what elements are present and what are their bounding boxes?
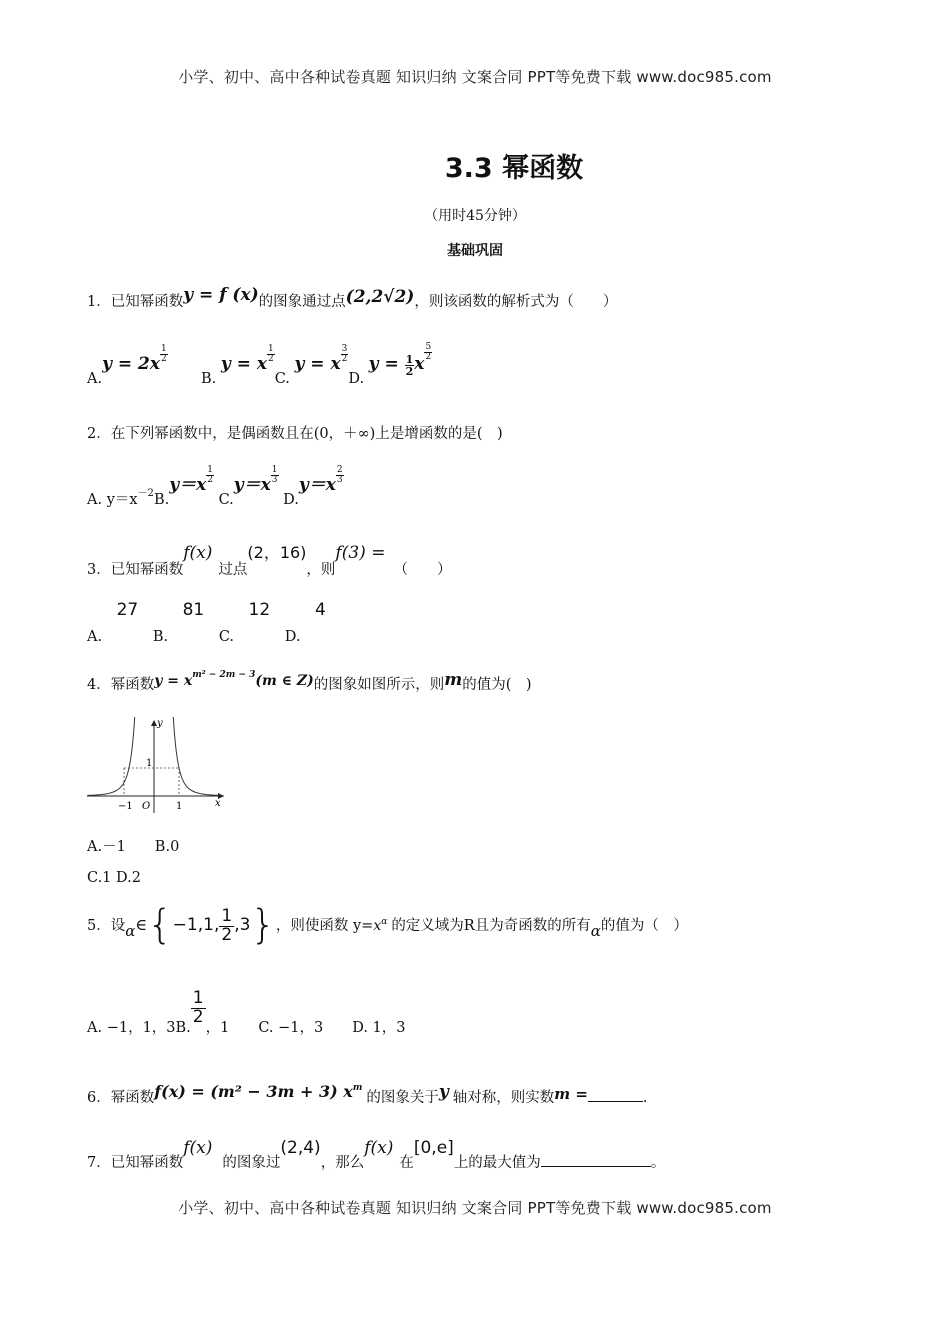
q7-stem: 7．已知幂函数 — [87, 1155, 184, 1171]
q7-stem-tail: 上的最大值为 — [453, 1155, 541, 1171]
q4-options-row2: C.1 D.2 — [87, 870, 141, 886]
q5-base: x — [373, 918, 382, 934]
q3-function: f(x) — [183, 543, 213, 563]
q5-right-brace: } — [250, 902, 276, 948]
q3-options — [87, 600, 336, 645]
time-limit: （用时45分钟） — [424, 208, 526, 224]
q4-exponent: m² − 2m − 3 — [192, 670, 256, 680]
q1-option-b-exponent: $\frac{1}{2}$ — [267, 344, 274, 364]
q1-stem: 1．已知幂函数 — [87, 294, 184, 310]
q5-stem-mid: ，则使函数 y= — [275, 918, 374, 934]
q2-option-d: y＝x — [298, 475, 336, 495]
q5-exponent: α — [381, 917, 388, 927]
question-6 — [87, 1082, 648, 1107]
q7-interval: [0,e] — [413, 1138, 454, 1158]
q7-point: (2,4) — [280, 1138, 321, 1158]
q1-function: y = f (x) — [183, 285, 259, 305]
question-5 — [87, 902, 688, 948]
question-4 — [87, 670, 532, 694]
q5-set-end: ,3 — [234, 915, 251, 935]
q3-option-d-label: D. — [284, 629, 301, 645]
graph-tick-1: 1 — [176, 801, 183, 812]
q5-option-b-fraction: $\frac{1}{2}$ — [192, 988, 204, 1027]
q1-option-a: y = 2x — [102, 354, 161, 374]
q5-set-start: −1,1, — [172, 915, 220, 935]
q5-left-brace: { — [147, 902, 173, 948]
q5-stem-end: 的值为（ ） — [600, 918, 688, 934]
q1-option-a-label: A. — [87, 371, 103, 387]
q1-option-c: y = x — [294, 354, 341, 374]
q1-option-b-label: B. — [200, 371, 217, 387]
q4-condition: (m ∈ Z) — [255, 673, 314, 689]
q7-function-2: f(x) — [364, 1138, 394, 1158]
page-title: 3.3 幂函数 — [444, 153, 584, 184]
q3-stem-sep: ，则 — [306, 562, 336, 578]
q2-option-b-exponent: $\frac{1}{2}$ — [207, 465, 213, 485]
q7-answer-blank[interactable] — [541, 1165, 651, 1167]
q6-function: f(x) = (m² − 3m + 3) x — [154, 1082, 353, 1101]
q5-options-a: A. −1，1，3B. — [87, 1019, 191, 1036]
q1-option-d: y = — [368, 354, 405, 374]
q7-stem-at: 在 — [399, 1155, 414, 1171]
q4-stem-end: 的值为( ) — [462, 677, 532, 693]
graph-origin-label: O — [142, 801, 151, 812]
q3-option-a: 27 — [116, 600, 139, 620]
q1-option-d-label: D. — [348, 371, 365, 387]
question-7 — [87, 1138, 665, 1172]
q5-options-rest: ，1 C. −1，3 D. 1，3 — [205, 1019, 406, 1036]
q6-stem-mid: 的图象关于 — [366, 1090, 439, 1106]
question-1 — [87, 285, 617, 311]
q1-option-b: y = x — [220, 354, 267, 374]
graph-curve-left — [88, 717, 139, 795]
q2-option-b: y＝x — [169, 475, 207, 495]
q4-stem: 4．幂函数 — [87, 677, 155, 693]
q7-function: f(x) — [183, 1138, 213, 1158]
q5-alpha: α — [125, 922, 136, 940]
q3-option-d: 4 — [315, 600, 326, 620]
q2-option-c: y＝x — [233, 475, 271, 495]
q3-option-b-label: B. — [152, 629, 169, 645]
q6-end: . — [642, 1090, 648, 1106]
q3-stem-mid: 过点 — [218, 562, 248, 578]
q5-options — [87, 990, 406, 1037]
q2-option-b-label: B. — [153, 492, 170, 508]
q5-alpha-2: α — [590, 922, 601, 940]
graph-curve-right — [170, 717, 221, 795]
q5-set-fraction: $\frac{1}{2}$ — [221, 905, 233, 945]
page-footer: 小学、初中、高中各种试卷真题 知识归纳 文案合同 PPT等免费下载 www.doc985.com — [178, 1199, 772, 1217]
q3-option-a-label: A. — [87, 629, 103, 645]
q2-options — [87, 466, 344, 509]
q4-options-row1: A.－1 B.0 — [87, 839, 180, 855]
q3-option-c-label: C. — [218, 629, 235, 645]
q4-stem-tail: 的图象如图所示，则 — [313, 677, 445, 693]
q6-stem: 6．幂函数 — [87, 1090, 155, 1106]
q7-stem-mid: 的图象过 — [222, 1155, 281, 1171]
q2-option-a-exponent: －2 — [137, 488, 154, 499]
q2-option-d-label: D. — [283, 492, 299, 508]
q3-question: f(3) = — [335, 543, 386, 563]
q2-option-d-exponent: $\frac{2}{3}$ — [336, 465, 343, 485]
q1-options: A.y = 2x $\frac{1}{2}$ B. y = x $\frac{1}{2}$ C. y = x $\frac{3}{2}$ D. y = $\frac{1}{2}$ x $\frac{5}{2}$ — [87, 342, 432, 387]
graph-y-label: y — [157, 718, 163, 729]
q5-stem-tail: 的定义域为R且为奇函数的所有 — [391, 918, 591, 934]
question-3 — [87, 540, 451, 579]
q6-axis: y — [438, 1082, 449, 1102]
q7-end: 。 — [650, 1155, 666, 1171]
q2-option-c-label: C. — [218, 492, 234, 508]
q6-variable: m = — [554, 1085, 588, 1103]
q3-point: (2，16) — [247, 543, 307, 562]
q4-function: y = x — [154, 673, 193, 689]
q3-paren: （ ） — [393, 562, 452, 578]
q2-option-a: A. y＝x — [87, 492, 138, 508]
q1-option-d-coefficient: $\frac{1}{2}$ — [405, 352, 414, 378]
q6-exponent: m — [352, 1083, 363, 1093]
graph-tick-neg1: −1 — [118, 801, 133, 812]
q1-stem-mid: 的图象通过点 — [258, 294, 346, 310]
graph-x-label: x — [215, 798, 221, 809]
q2-option-c-exponent: $\frac{1}{3}$ — [271, 465, 278, 485]
q4-function-graph — [84, 717, 234, 817]
q1-stem-tail: ，则该函数的解析式为（ ） — [414, 294, 618, 310]
q4-variable: m — [444, 670, 463, 690]
q5-stem: 5．设 — [87, 918, 126, 934]
page-header: 小学、初中、高中各种试卷真题 知识归纳 文案合同 PPT等免费下载 www.doc985.com — [178, 68, 772, 86]
q1-option-d-exponent: $\frac{5}{2}$ — [425, 342, 432, 362]
section-heading: 基础巩固 — [447, 243, 503, 259]
q1-option-c-exponent: $\frac{3}{2}$ — [341, 344, 348, 364]
q6-answer-blank[interactable] — [588, 1100, 643, 1102]
q7-stem-mid2: ，那么 — [320, 1155, 365, 1171]
q1-point: (2,2√2) — [345, 287, 415, 307]
q5-element-of: ∈ — [135, 915, 148, 934]
q3-stem: 3．已知幂函数 — [87, 562, 184, 578]
graph-tick-y1: 1 — [146, 758, 153, 769]
q6-stem-tail: 轴对称，则实数 — [452, 1090, 555, 1106]
q3-option-c: 12 — [248, 600, 271, 620]
q3-option-b: 81 — [182, 600, 205, 620]
q1-option-a-exponent: $\frac{1}{2}$ — [161, 344, 167, 364]
q1-option-c-label: C. — [274, 371, 290, 387]
question-2: 2．在下列幂函数中，是偶函数且在(0，＋∞)上是增函数的是( ) — [87, 426, 503, 442]
